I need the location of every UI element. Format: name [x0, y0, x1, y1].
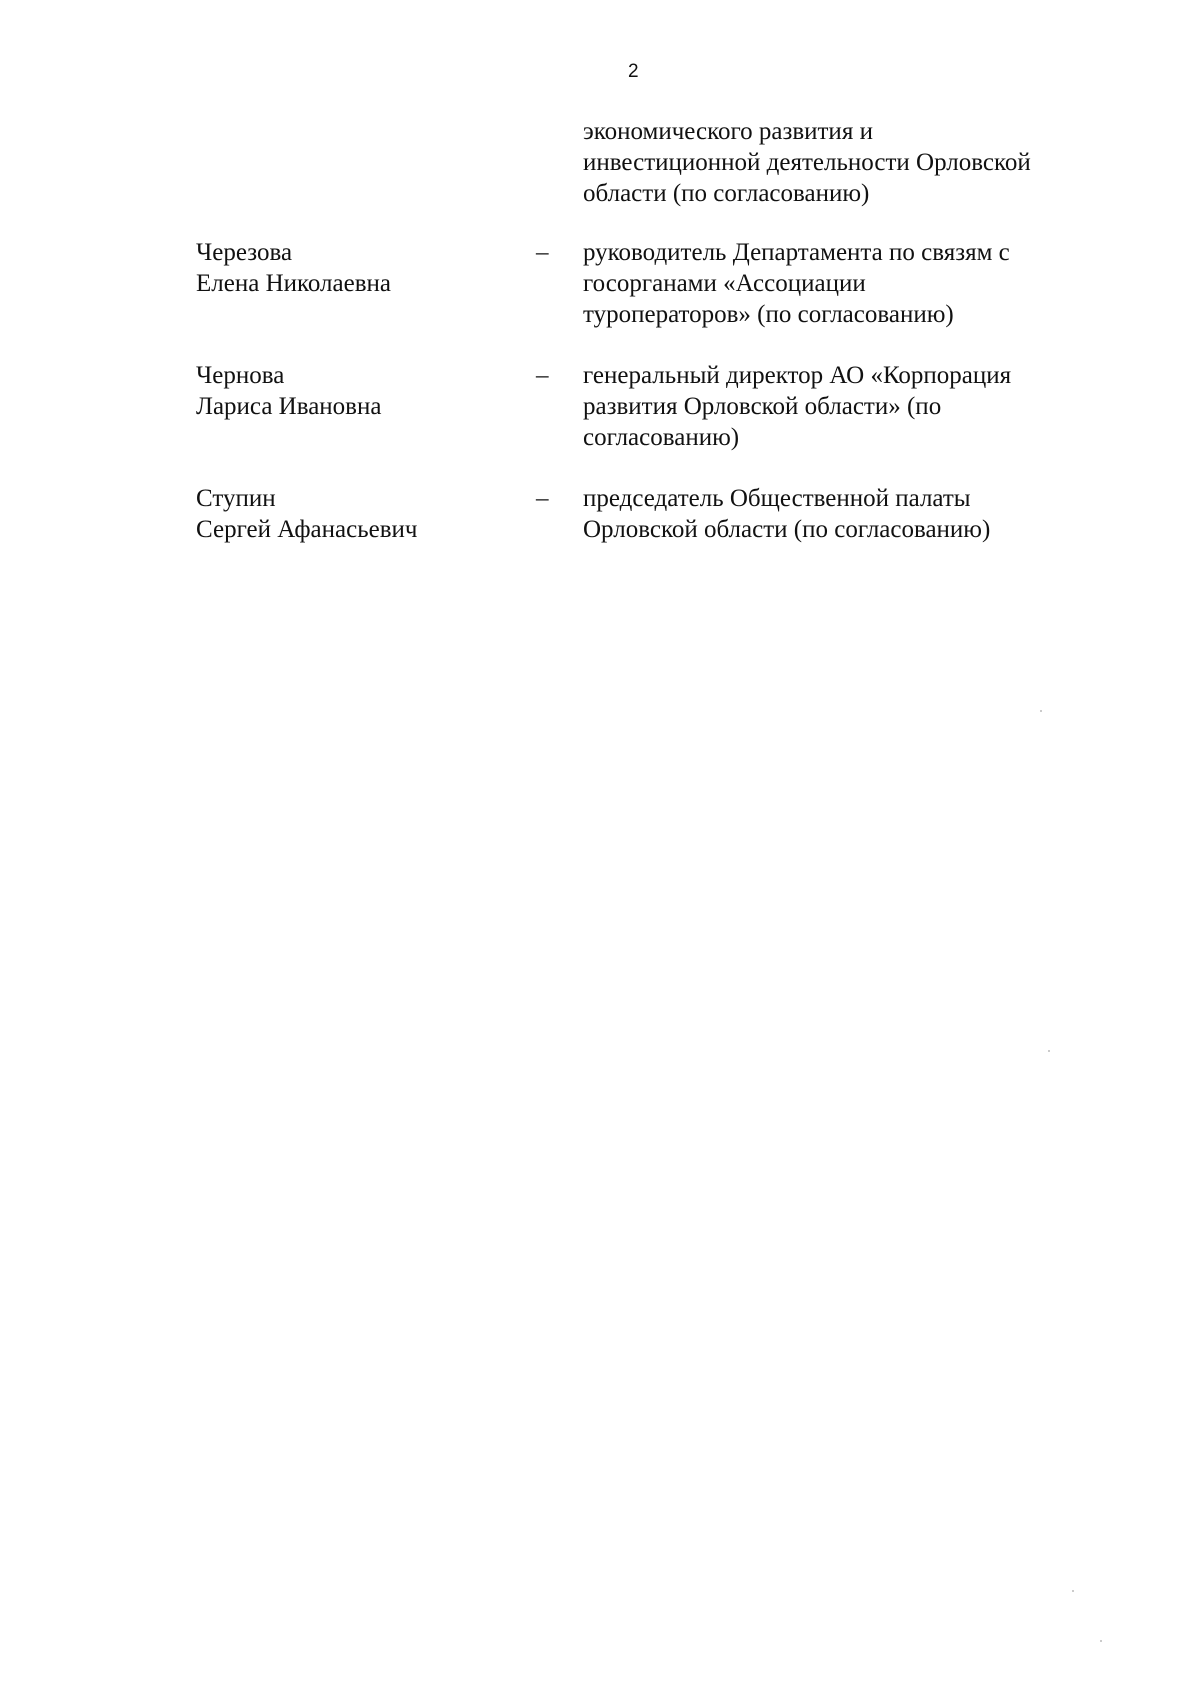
role-line: руководитель Департамента по связям с: [583, 239, 1010, 266]
member-name: [196, 237, 476, 299]
member-given-names: Лариса Ивановна: [196, 393, 382, 420]
scan-speck: [1072, 1590, 1074, 1592]
member-given-names: Сергей Афанасьевич: [196, 516, 418, 543]
scan-speck: [1048, 1050, 1050, 1052]
role-line: согласованию): [583, 424, 740, 451]
member-name: [196, 360, 476, 422]
scan-speck: [1100, 1640, 1102, 1642]
member-entry-chernova: [0, 360, 1200, 470]
member-surname: Чернова: [196, 362, 285, 389]
member-name: [196, 483, 476, 545]
member-given-names: Елена Николаевна: [196, 270, 391, 297]
member-role: [583, 237, 1063, 330]
role-line: Орловской области (по согласованию): [583, 516, 991, 543]
member-entry-stupin: [0, 483, 1200, 593]
separator-dash: –: [536, 485, 549, 512]
role-line: развития Орловской области» (по: [583, 393, 942, 420]
separator-dash: –: [536, 362, 549, 389]
role-line: госорганами «Ассоциации: [583, 270, 866, 297]
continuation-line: инвестиционной деятельности Орловской: [583, 149, 1031, 176]
member-role: [583, 483, 1063, 545]
continuation-line: области (по согласованию): [583, 180, 870, 207]
member-role: [583, 360, 1063, 453]
member-surname: Ступин: [196, 485, 276, 512]
continuation-line: экономического развития и: [583, 118, 873, 145]
scan-speck: [1040, 710, 1042, 712]
role-line: председатель Общественной палаты: [583, 485, 971, 512]
member-entry-cherezova: [0, 237, 1200, 347]
member-surname: Черезова: [196, 239, 293, 266]
previous-role-continuation: [583, 116, 1103, 209]
role-line: генеральный директор АО «Корпорация: [583, 362, 1012, 389]
separator-dash: –: [536, 239, 549, 266]
role-line: туроператоров» (по согласованию): [583, 301, 954, 328]
page-number: 2: [628, 61, 639, 82]
